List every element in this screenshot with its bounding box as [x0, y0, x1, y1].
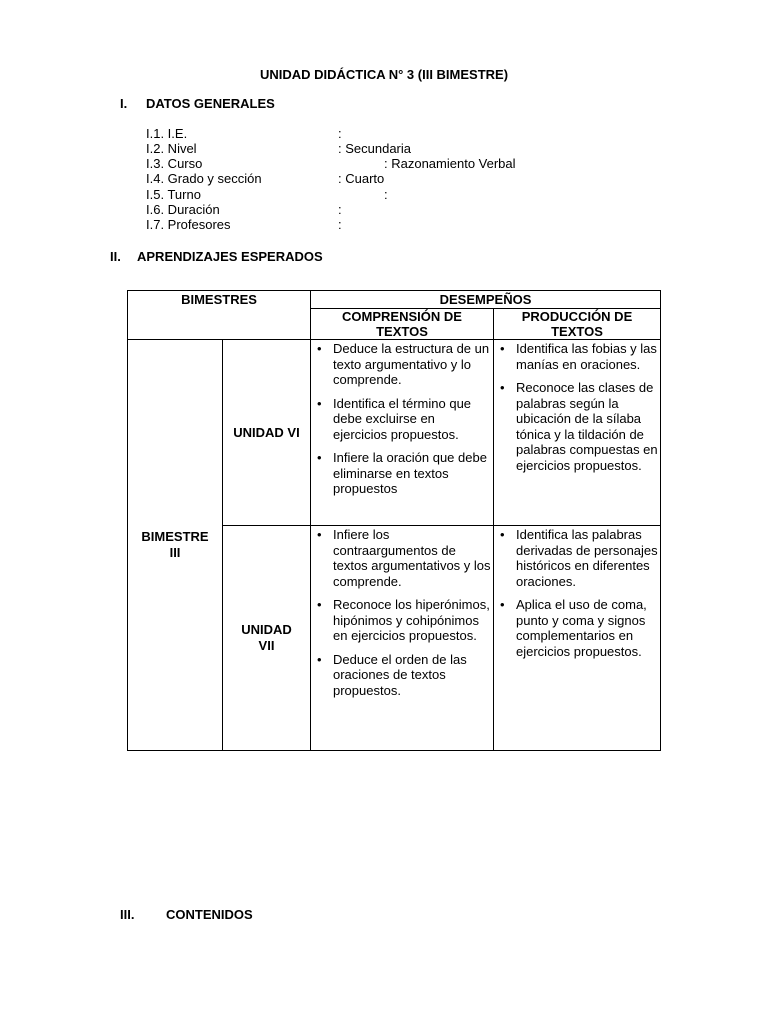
header-desempenos: DESEMPEÑOS: [311, 291, 661, 309]
section-1-number: I.: [120, 96, 128, 111]
list-item: • Infiere la oración que debe eliminarse en textos propuestos: [315, 450, 491, 497]
general-data-value: : Cuarto: [338, 171, 385, 186]
section-1-heading: DATOS GENERALES: [146, 96, 275, 111]
general-data-label: I.1. I.E.: [146, 126, 188, 141]
header-bimestres: BIMESTRES: [128, 291, 311, 340]
general-data-label: I.5. Turno: [146, 187, 201, 202]
general-data-value: :: [338, 126, 342, 141]
produccion-list: [494, 341, 660, 473]
unit-comprension-cell: [311, 340, 494, 526]
unit-produccion-cell: [494, 526, 661, 751]
section-3-heading: CONTENIDOS: [166, 907, 253, 922]
general-data-value: :: [338, 202, 342, 217]
unit-produccion-cell: [494, 340, 661, 526]
comprension-list: [311, 527, 493, 698]
list-item: • Identifica las fobias y las manías en oraciones.: [498, 341, 658, 372]
list-item: • Infiere los contraargumentos de textos argumentativos y los comprende.: [315, 527, 491, 589]
general-data-value: : Razonamiento Verbal: [384, 156, 516, 171]
general-data-value: :: [384, 187, 388, 202]
unit-name: UNIDAD VII: [223, 526, 311, 751]
learning-table: [127, 290, 661, 751]
general-data-label: I.6. Duración: [146, 202, 220, 217]
section-3-number: III.: [120, 907, 135, 922]
general-data-value: : Secundaria: [338, 141, 411, 156]
list-item: • Aplica el uso de coma, punto y coma y signos complementarios en ejercicios propuestos.: [498, 597, 658, 659]
general-data-label: I.4. Grado y sección: [146, 171, 262, 186]
general-data-label: I.2. Nivel: [146, 141, 197, 156]
list-item: • Deduce la estructura de un texto argumentativo y lo comprende.: [315, 341, 491, 388]
general-data-label: I.7. Profesores: [146, 217, 231, 232]
unit-name: UNIDAD VI: [223, 340, 311, 526]
list-item: • Deduce el orden de las oraciones de textos propuestos.: [315, 652, 491, 699]
list-item: • Reconoce los hiperónimos, hipónimos y cohipónimos en ejercicios propuestos.: [315, 597, 491, 644]
list-item: • Reconoce las clases de palabras según la ubicación de la sílaba tónica y la tildación de palabras compuestas en ejercicios propuestos.: [498, 380, 658, 473]
produccion-list: [494, 527, 660, 659]
list-item: • Identifica el término que debe excluirse en ejercicios propuestos.: [315, 396, 491, 443]
document-title: UNIDAD DIDÁCTICA N° 3 (III BIMESTRE): [259, 67, 509, 82]
section-2-heading: APRENDIZAJES ESPERADOS: [137, 249, 323, 264]
bimestre-cell: BIMESTRE III: [128, 340, 223, 751]
section-2-number: II.: [110, 249, 121, 264]
comprension-list: [311, 341, 493, 497]
general-data-label: I.3. Curso: [146, 156, 203, 171]
header-produccion: PRODUCCIÓN DE TEXTOS: [494, 309, 661, 340]
general-data-value: :: [338, 217, 342, 232]
unit-comprension-cell: [311, 526, 494, 751]
list-item: • Identifica las palabras derivadas de personajes históricos en diferentes oraciones.: [498, 527, 658, 589]
header-comprension: COMPRENSIÓN DE TEXTOS: [311, 309, 494, 340]
